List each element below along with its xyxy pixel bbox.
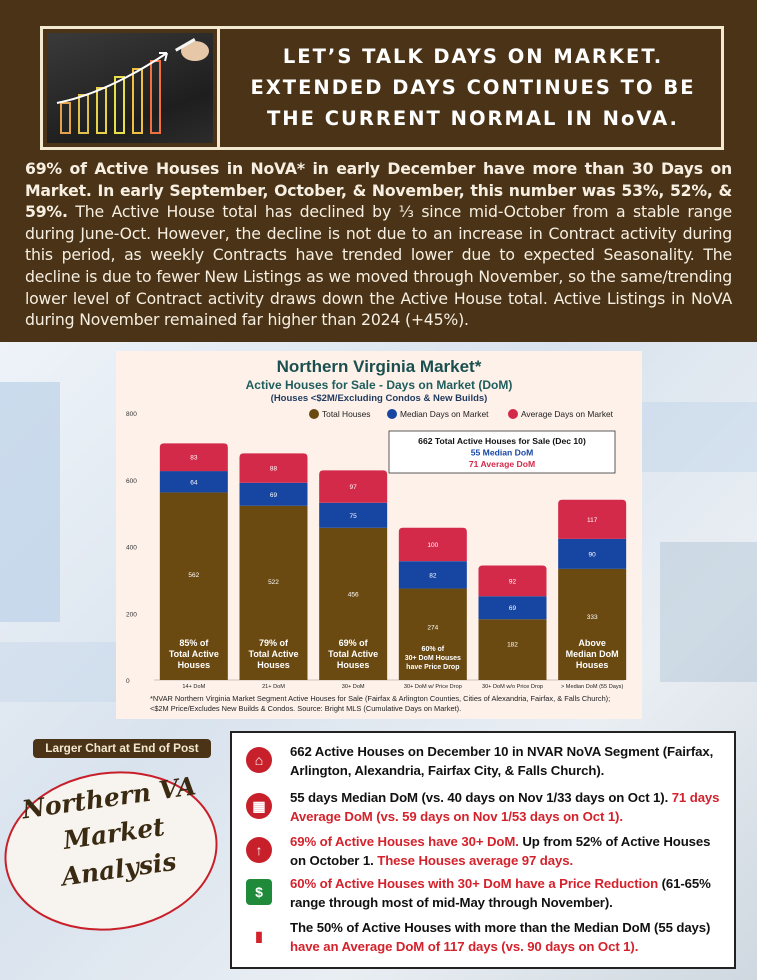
data-label: 88 — [269, 465, 278, 473]
data-label: 92 — [508, 578, 517, 586]
chart-footnote: *NVAR Northern Virginia Market Segment Active Houses for Sale (Fairfax & Arlington Counties, Cities of Alexandria, Fairfax, & Falls Church); <$2M Price/Excludes New Builds & Condos. Source: Bright MLS (Cumulative Days on Market). — [150, 694, 611, 713]
data-label: 333 — [586, 613, 598, 621]
highlight-text: 60% of Active Houses with 30+ DoM have a Price Reduction — [290, 876, 659, 891]
home-icon: ⌂ — [246, 747, 272, 773]
badge-line-3: Analysis — [59, 846, 179, 892]
bar-annotation: have Price Drop — [406, 664, 460, 671]
bar-annotation: Houses — [575, 660, 609, 670]
data-label: 274 — [427, 624, 439, 632]
bar-annotation: 60% of — [421, 646, 445, 653]
data-label: 82 — [429, 572, 437, 580]
x-tick-label: 14+ DoM — [182, 684, 206, 690]
headline — [228, 41, 718, 134]
data-label: 97 — [349, 484, 357, 492]
body-text: 662 Active Houses on December 10 in NVAR NoVA Segment (Fairfax, Arlington, Alexandria, Fairfax City, & Falls Church). — [290, 744, 714, 778]
data-label: 69 — [508, 605, 517, 613]
info-text — [290, 833, 724, 870]
headline-line-3: THE CURRENT NORMAL IN NoVA. — [267, 107, 679, 130]
hero-divider — [217, 29, 220, 147]
callout-line: 55 Median DoM — [470, 447, 534, 458]
data-label: 100 — [427, 541, 439, 549]
chalkboard-growth-image — [47, 33, 213, 143]
highlight-text: 71 days Average DoM (vs. 59 days on Nov 1/53 days on Oct 1). — [290, 790, 720, 824]
highlight-text: 69% of Active Houses have 30+ DoM. — [290, 834, 519, 849]
x-tick-label: 30+ DoM w/o Price Drop — [481, 684, 544, 690]
legend-swatch — [508, 409, 518, 419]
info-text — [290, 789, 724, 826]
legend-label: Average Days on Market — [521, 409, 614, 419]
summary-bold: 69% of Active Houses in NoVA* in early December have more than 30 Days on Market. In early September, October, & November, this number was 53%, 52%, & 59%. — [25, 159, 732, 222]
info-text — [290, 875, 724, 912]
legend-label: Median Days on Market — [400, 409, 489, 419]
badge-line-1: Northern VA — [20, 771, 198, 825]
market-analysis-badge — [4, 772, 218, 930]
stacked-bar-chart — [116, 351, 642, 719]
summary-paragraph — [25, 158, 732, 331]
data-label: 64 — [190, 479, 198, 487]
calendar-icon: ▦ — [246, 793, 272, 819]
highlight-text: have an Average DoM of 117 days (vs. 90 days on Oct 1). — [290, 938, 639, 954]
bar-chart-icon: ▮ — [246, 923, 272, 949]
bar-annotation: Houses — [257, 660, 290, 670]
headline-line-2: EXTENDED DAYS CONTINUES TO BE — [250, 76, 696, 99]
data-label: 522 — [268, 579, 279, 587]
y-tick-label: 400 — [126, 544, 137, 552]
body-text: Up from 52% of Active Houses on October 1. — [290, 834, 711, 868]
bar-annotation: Total Active — [168, 649, 219, 659]
callout-line: 71 Average DoM — [468, 459, 536, 469]
data-label: 90 — [588, 551, 596, 559]
body-text: (61-65% range through most of mid-May through November). — [290, 876, 711, 910]
bar-annotation: Median DoM — [565, 649, 619, 659]
bar-annotation: Total Active — [328, 649, 379, 659]
bar-annotation: 30+ DoM Houses — [404, 655, 461, 662]
bar-segment — [479, 619, 547, 680]
money-cut-icon: $ — [246, 879, 272, 905]
data-label: 75 — [349, 512, 357, 520]
data-label: 182 — [507, 641, 518, 649]
y-tick-label: 600 — [126, 477, 137, 485]
info-text — [290, 919, 724, 956]
bar-annotation: 69% of — [338, 638, 368, 648]
header-band — [0, 0, 757, 342]
headline-line-1: LET’S TALK DAYS ON MARKET. — [282, 45, 664, 68]
legend-label: Total Houses — [322, 409, 371, 419]
larger-chart-link[interactable]: Larger Chart at End of Post — [33, 739, 211, 758]
body-text: The 50% of Active Houses with more than the Median DoM (55 days) — [290, 920, 711, 935]
bar-annotation: Houses — [336, 660, 370, 670]
legend-swatch — [387, 409, 397, 419]
bg-decor — [640, 402, 757, 472]
bg-decor — [0, 382, 60, 622]
body-text: 55 days Median DoM (vs. 40 days on Nov 1/33 days on Oct 1). — [290, 790, 672, 805]
bar-annotation: Houses — [177, 660, 211, 670]
data-label: 83 — [190, 454, 198, 462]
bar-annotation: Total Active — [248, 649, 299, 659]
y-tick-label: 800 — [126, 411, 137, 418]
y-tick-label: 0 — [126, 678, 130, 685]
data-label: 456 — [347, 591, 359, 599]
bar-annotation: Above — [578, 638, 606, 648]
callout-line: 662 Total Active Houses for Sale (Dec 10) — [418, 436, 586, 446]
info-panel — [230, 731, 736, 969]
chart-subtitle: Active Houses for Sale - Days on Market (DoM) — [245, 378, 513, 392]
bar-annotation: 85% of — [179, 638, 209, 648]
chart-title: Northern Virginia Market* — [276, 357, 482, 376]
info-text — [290, 743, 724, 780]
data-label: 69 — [269, 491, 278, 499]
data-label: 562 — [188, 571, 200, 579]
chart-card — [116, 351, 642, 719]
bar-annotation: 79% of — [258, 638, 289, 648]
highlight-text: These Houses average 97 days. — [377, 852, 574, 868]
summary-rest: The Active House total has declined by ⅓ since mid-October from a stable range during June-Oct. However, the decline is not due to an increase in Contract activity during this period, as weekly Contracts have trended lower due to expected Seasonality. The decline is due to fewer New Listings as we moved through November, so the same/trending lower level of Contract activity draws down the Active House total. Active Listings in NoVA during November remained far higher than 2024 (+45%). — [25, 202, 732, 330]
x-tick-label: 30+ DoM w/ Price Drop — [403, 684, 462, 690]
x-tick-label: 30+ DoM — [341, 684, 365, 690]
chart-subtitle-2: (Houses <$2M/Excluding Condos & New Builds) — [270, 393, 488, 404]
bg-decor — [0, 642, 120, 702]
x-tick-label: 21+ DoM — [262, 684, 285, 690]
data-label: 117 — [586, 516, 598, 524]
legend-swatch — [309, 409, 319, 419]
hero-frame — [40, 26, 724, 150]
bg-decor — [660, 542, 757, 682]
x-tick-label: > Median DoM (55 Days) — [560, 684, 624, 690]
arrow-up-icon: ↑ — [246, 837, 272, 863]
y-tick-label: 200 — [126, 611, 137, 619]
badge-line-2: Market — [61, 812, 167, 855]
